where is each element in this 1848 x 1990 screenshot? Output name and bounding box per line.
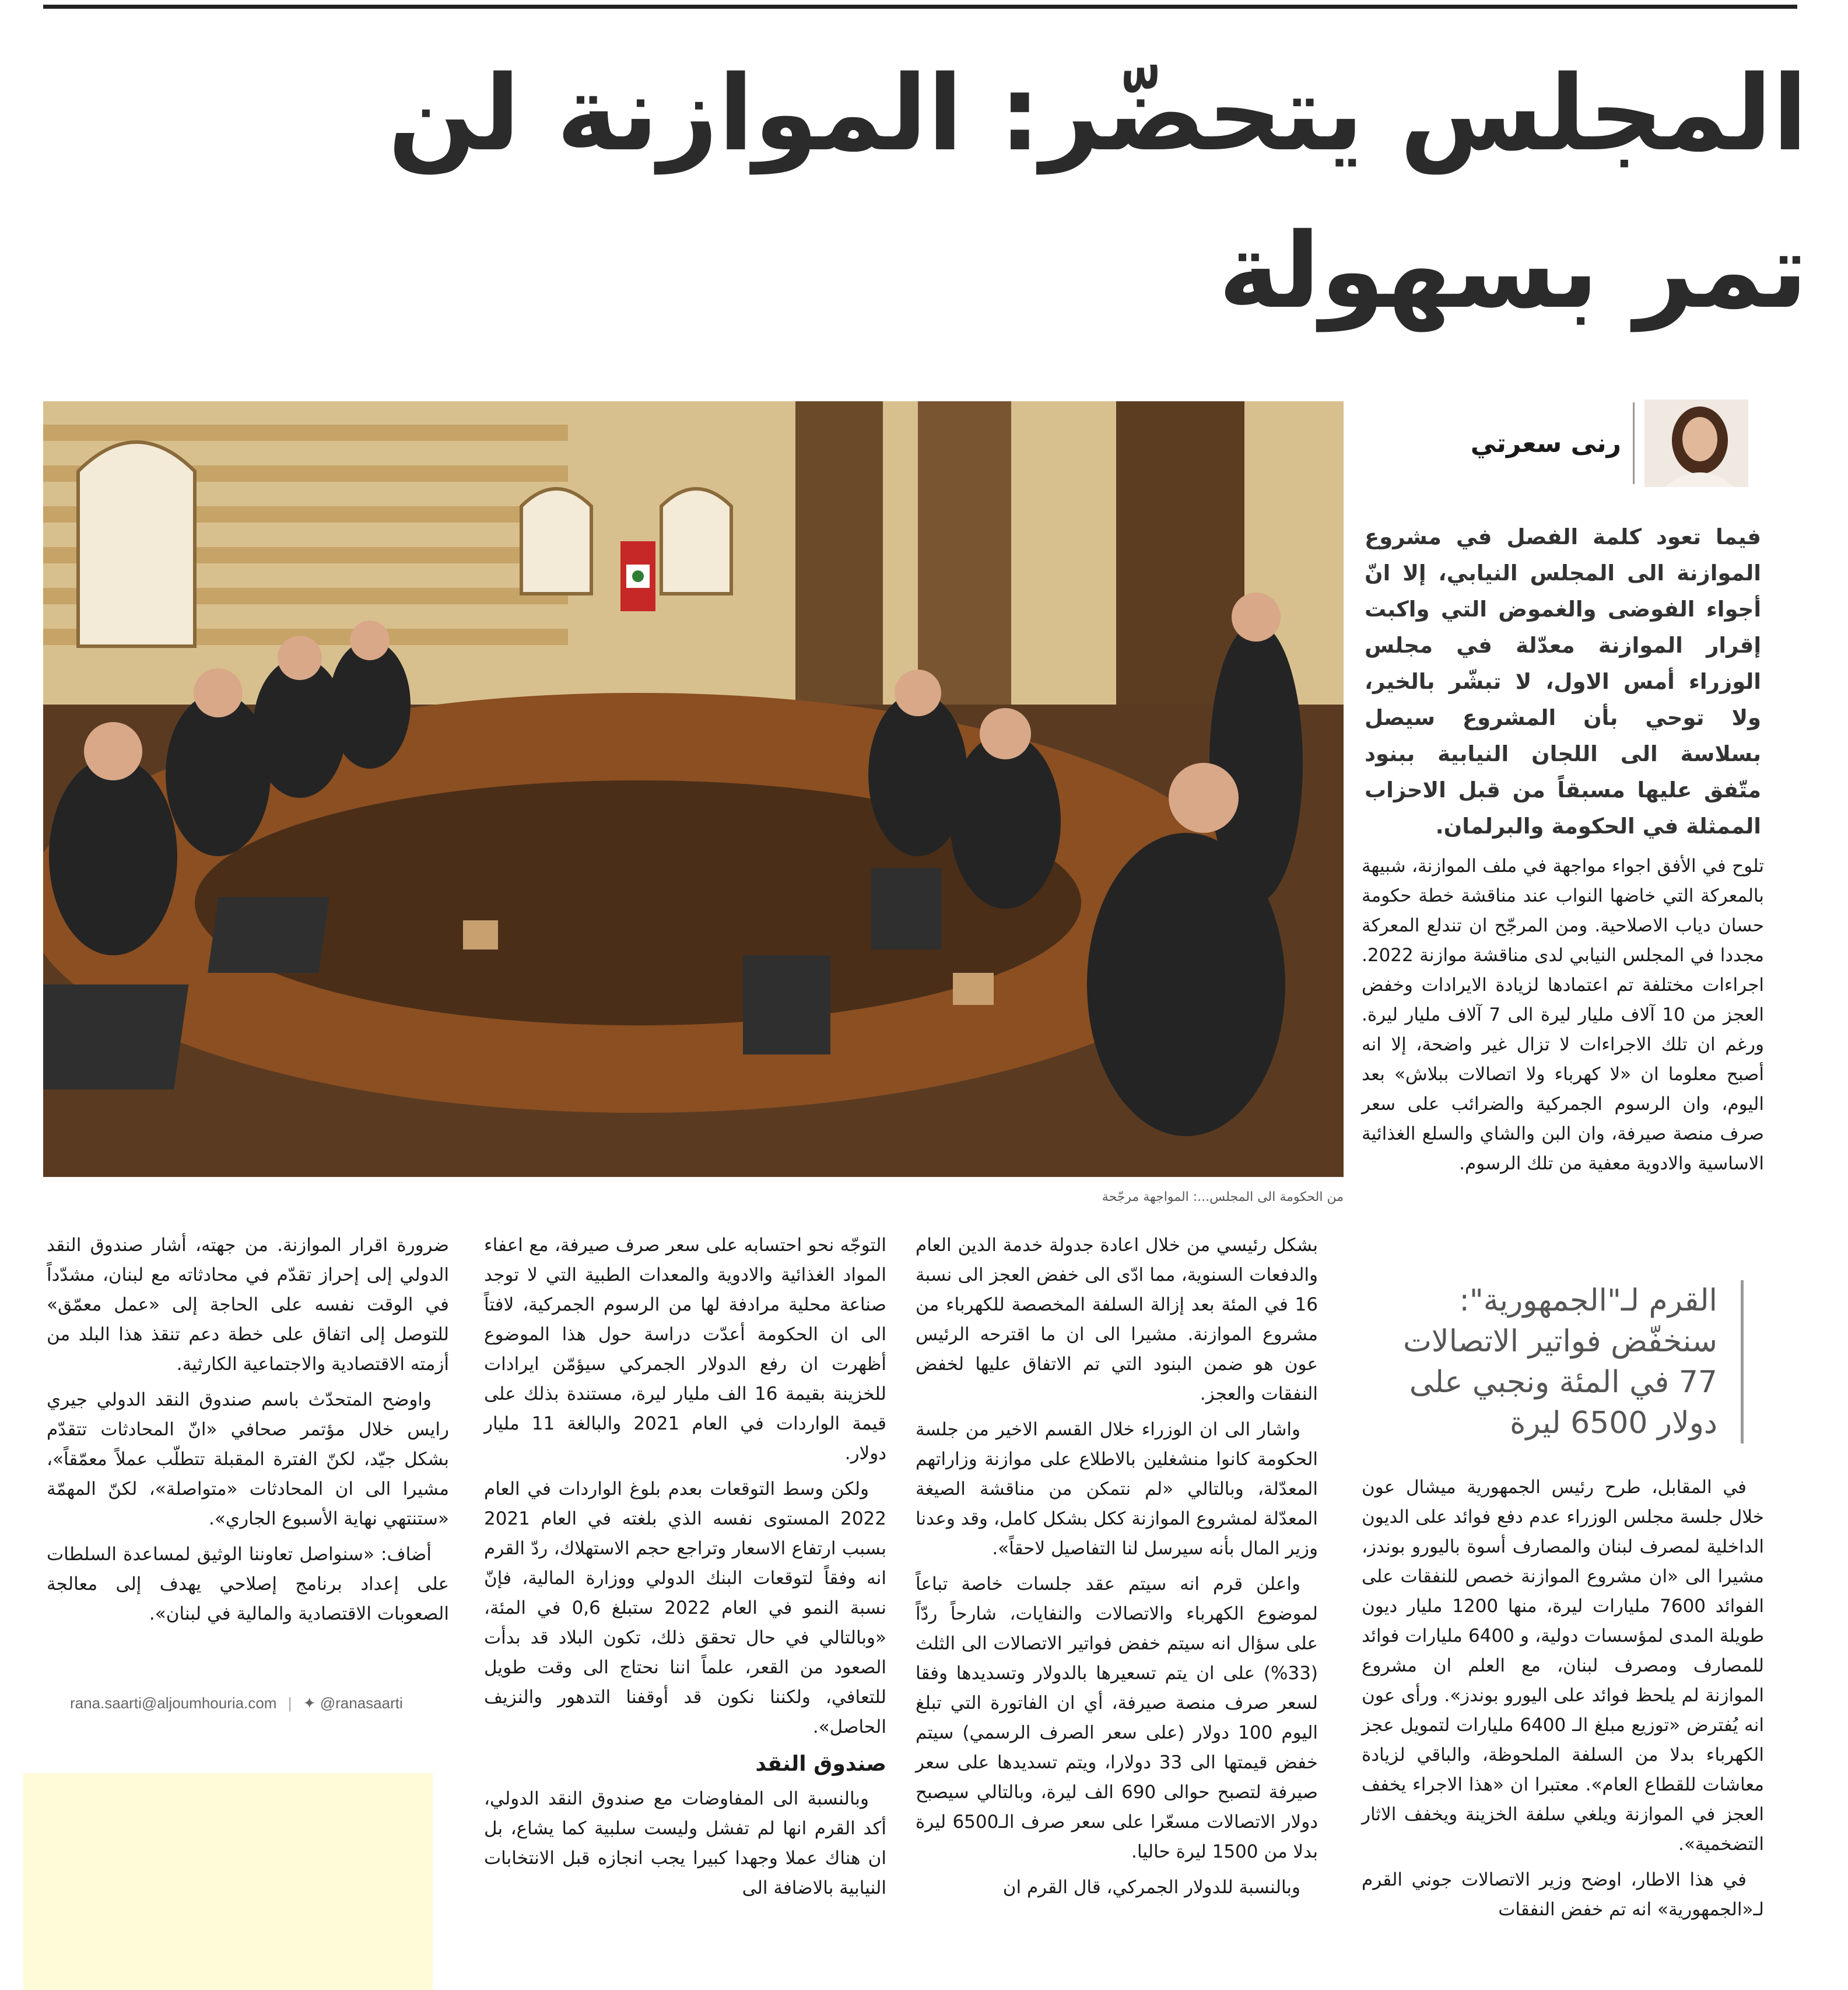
ad-placeholder-box: [23, 1773, 433, 1990]
paragraph: أضاف: «سنواصل تعاوننا الوثيق لمساعدة السلطات على إعداد برنامج إصلاحي يهدف إلى معالجة الصعوبات الاقتصادية والمالية في لبنان».: [47, 1544, 449, 1624]
article-lede: فيما تعود كلمة الفصل في مشروع الموازنة الى المجلس النيابي، إلا انّ أجواء الفوضى والغموض التي واكبت إقرار الموازنة معدّلة في مجلس الوزراء أمس الاول، لا تبشّر بالخير، ولا توحي بأن المشروع سيصل بسلاسة الى اللجان النيابية ببنود متّفق عليها مسبقاً من قبل الاحزاب الممثلة في الحكومة والبرلمان.: [1365, 524, 1761, 839]
author-contact: [70, 1694, 443, 1712]
paragraph: بشكل رئيسي من خلال اعادة جدولة خدمة الدين العام والدفعات السنوية، مما ادّى الى خفض العجز الى نسبة 16 في المئة بعد إزالة السلفة المخصصة للكهرباء من مشروع الموازنة. مشيرا الى ان ما اقترحه الرئيس عون هو ضمن البنود التي تم الاتفاق عليها لخفض النفقات والعجز.: [916, 1235, 1318, 1404]
column-3: [484, 1231, 886, 1909]
column-1-lower: [1362, 1473, 1764, 1931]
paragraph: في هذا الاطار، اوضح وزير الاتصالات جوني القرم لـ«الجمهورية» انه تم خفض النفقات: [1362, 1869, 1764, 1920]
twitter-bird-icon: ✦: [303, 1694, 316, 1712]
paragraph: التوجّه نحو احتسابه على سعر صرف صيرفة، مع اعفاء المواد الغذائية والادوية والمعدات الطبية التي لا توجد صناعة محلية مرادفة لها من الرسوم الجمركية، لافتاً الى ان الحكومة أعدّت دراسة حول هذا الموضوع أظهرت ان رفع الدولار الجمركي سيؤمّن ايرادات للخزينة بقيمة 16 الف مليار ليرة، مستندة بذلك على قيمة الواردات في العام 2021 والبالغة 11 مليار دولار.: [484, 1235, 886, 1464]
email-link[interactable]: rana.saarti@aljoumhouria.com: [70, 1694, 277, 1712]
photo-caption: من الحكومة الى المجلس...: المواجهة مرجّحة: [1102, 1190, 1344, 1204]
paragraph: واوضح المتحدّث باسم صندوق النقد الدولي جيري رايس خلال مؤتمر صحافي «انّ المحادثات تتقدّم بشكل جيّد، لكنّ الفترة المقبلة تتطلّب عملاً معمّقاً»، مشيرا الى ان المحادثات «متواصلة»، لكنّ المهمّة «ستنتهي نهاية الأسبوع الجاري».: [47, 1389, 449, 1529]
photo-drawing: [43, 401, 1344, 1177]
paragraph: واشار الى ان الوزراء خلال القسم الاخير من جلسة الحكومة كانوا منشغلين بالاطلاع على موازنة وزاراتهم المعدّلة، وبالتالي «لم نتمكن من مناقشة الصيغة المعدّلة لمشروع الموازنة ككل بشكل كامل، وقد وعدنا وزير المال بأنه سيرسل لنا التفاصيل لاحقاً».: [916, 1419, 1318, 1559]
column-2: [916, 1231, 1318, 1908]
paragraph: واعلن قرم انه سيتم عقد جلسات خاصة تباعاً لموضوع الكهرباء والاتصالات والنفايات، شارحاً ردّاً على سؤال انه سيتم خفض فواتير الاتصالات الى الثلث (33%) على ان يتم تسعيرها بالدولار وتسديدها وفقا لسعر صرف منصة صيرفة، أي ان الفاتورة التي تبلغ اليوم 100 دولار (على سعر الصرف الرسمي) سيتم خفض قيمتها الى 33 دولارا، ويتم تسديدها على سعر صيرفة لتصبح حوالى 690 الف ليرة، وبالتالي سيصبح دولار الاتصالات مسعّرا على سعر صرف الـ6500 ليرة بدلا من 1500 ليرة حاليا.: [916, 1574, 1319, 1862]
paragraph: تلوح في الأفق اجواء مواجهة في ملف الموازنة، شبيهة بالمعركة التي خاضها النواب عند مناقشة خطة حكومة حسان دياب الاصلاحية. ومن المرجّح ان تندلع المعركة مجددا في المجلس النيابي لدى مناقشة موازنة 2022. اجراءات مختلفة تم اعتمادها لزيادة الايرادات وخفض العجز من 10 آلاف مليار ليرة الى 7 آلاف مليار ليرة. ورغم ان تلك الاجراءات لا تزال غير واضحة، إلا انه أصبح معلوما ان «لا كهرباء ولا اتصالات ببلاش» بعد اليوم، وان الرسوم الجمركية والضرائب على سعر صرف منصة صيرفة، وان البن والشاي والسلع الغذائية الاساسية والادوية معفية من تلك الرسوم.: [1362, 856, 1764, 1174]
top-rule: [43, 5, 1797, 9]
paragraph: في المقابل، طرح رئيس الجمهورية ميشال عون خلال جلسة مجلس الوزراء عدم دفع فوائد على الديون الداخلية لمصرف لبنان والمصارف أسوة باليورو بوندز، مشيرا الى «ان مشروع الموازنة خصص للنفقات على الفوائد 7600 مليارات ليرة، منها 1200 مليار ديون طويلة المدى لمؤسسات دولية، و 6400 مليارات فوائد للمصارف ومصرف لبنان، مع العلم ان مشروع الموازنة لم يلحظ فوائد على اليورو بوندز». ورأى عون انه يُفترض «توزيع مبلغ الـ 6400 مليارات لتمويل عجز الكهرباء بدلا من السلفة الملحوظة، والباقي لزيادة معاشات للقطاع العام». معتبرا ان «هذا الاجراء يخفف العجز في الموازنة ويلغي سلفة الخزينة ويخفف الاثار التضخمية».: [1362, 1477, 1765, 1855]
author-separator: [1633, 402, 1635, 484]
headline: المجلس يتحضّر: الموازنة لن تمر بسهولة: [388, 53, 1808, 331]
column-4: [47, 1231, 449, 1635]
author-avatar: [1644, 400, 1748, 487]
column-1-upper: [1362, 852, 1764, 1185]
contact-separator: |: [287, 1694, 292, 1712]
subhead-imf: صندوق النقد: [755, 1752, 886, 1776]
pull-quote: القرم لـ"الجمهورية": سنخفّض فواتير الاتصالات 77 في المئة ونجبي على دولار 6500 ليرة: [1365, 1280, 1744, 1444]
cabinet-meeting-photo: [43, 401, 1344, 1177]
paragraph: وبالنسبة للدولار الجمركي، قال القرم ان: [1002, 1877, 1300, 1898]
paragraph: وبالنسبة الى المفاوضات مع صندوق النقد الدولي، أكد القرم انها لم تفشل وليست سلبية كما يشاع، بل ان هناك عملا وجهدا كبيرا يجب انجازه قبل الانتخابات النيابية بالاضافة الى: [484, 1788, 886, 1898]
paragraph: ولكن وسط التوقعات بعدم بلوغ الواردات في العام 2022 المستوى نفسه الذي بلغته في العام 2021 بسبب ارتفاع الاسعار وتراجع حجم الاستهلاك، ردّ القرم انه وفقاً لتوقعات البنك الدولي ووزارة المالية، فإنّ نسبة النمو في العام 2022 ستبلغ 0,6 في المئة، «وبالتالي في حال تحقق ذلك، تكون البلاد قد بدأت الصعود من القعر، علماً اننا نحتاج الى وقت طويل للتعافي، ولكننا نكون قد أوقفنا التدهور والنزيف الحاصل».: [484, 1479, 887, 1737]
twitter-handle-link[interactable]: @ranasaarti: [320, 1694, 403, 1712]
paragraph: ضرورة اقرار الموازنة. من جهته، أشار صندوق النقد الدولي إلى إحراز تقدّم في محادثاته مع لبنان، مشدّداً في الوقت نفسه على الحاجة إلى «عمل معمّق» للتوصل إلى اتفاق على خطة دعم تنقذ هذا البلد من أزمته الاقتصادية والاجتماعية الكارثية.: [47, 1235, 449, 1375]
author-name: رنى سعرتي: [1470, 429, 1621, 458]
